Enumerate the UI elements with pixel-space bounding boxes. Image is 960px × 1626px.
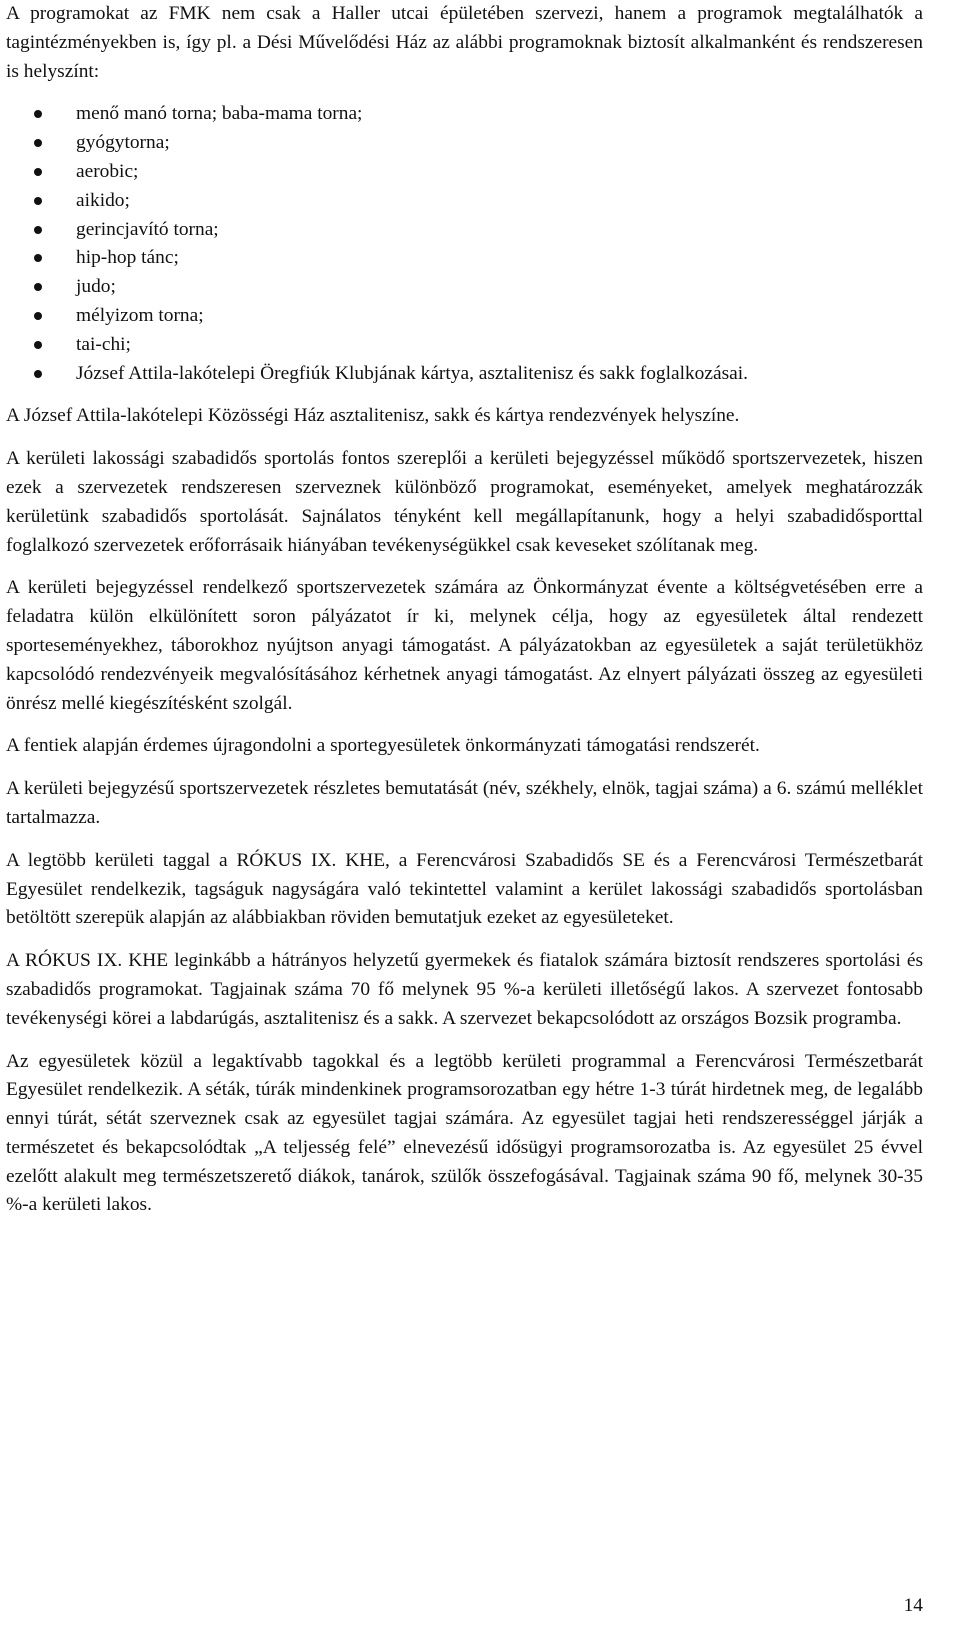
program-list-item-text: aikido;	[76, 189, 130, 211]
program-list	[6, 100, 923, 388]
document-page	[6, 0, 923, 1234]
bullet-dot-icon	[34, 370, 42, 378]
program-list-item	[6, 244, 923, 273]
program-list-item-text: József Attila-lakótelepi Öregfiúk Klubjának kártya, asztalitenisz és sakk foglalkozásai.	[76, 362, 748, 384]
body-paragraph: A kerületi bejegyzéssel rendelkező sportszervezetek számára az Önkormányzat évente a költségvetésében erre a feladatra külön elkülönített soron pályázatot ír ki, melynek célja, hogy az egyesületek által rendezett sporteseményekhez, táborokhoz nyújtson anyagi támogatást. A pályázatokban az egyesületek a saját területükhöz kapcsolódó rendezvényeik megvalósításához kérhetnek anyagi támogatást. Az elnyert pályázati összeg az egyesületi önrész mellé kiegészítésként szolgál.	[6, 577, 923, 714]
page-number: 14	[903, 1595, 923, 1616]
bullet-dot-icon	[34, 283, 42, 291]
bullet-dot-icon	[34, 168, 42, 176]
body-paragraph: Az egyesületek közül a legaktívabb tagokkal és a legtöbb kerületi programmal a Ferencvárosi Természetbarát Egyesület rendelkezik. A séták, túrák mindenkinek programsorozatban egy hétre 1-3 túrát hirdetnek meg, de legalább ennyi túrát, sétát szerveznek csak az egyesület tagjai számára. Az egyesület tagjai heti rendszerességgel járják a természetet és bekapcsolódtak „A teljesség felé” elnevezésű idősügyi programsorozatba is. Az egyesület 25 évvel ezelőtt alakult meg természetszerető diákok, tanárok, szülők összefogásával. Tagjainak száma 90 fő, melynek 30-35 %-a kerületi lakos.	[6, 1050, 923, 1216]
body-paragraph: A RÓKUS IX. KHE leginkább a hátrányos helyzetű gyermekek és fiatalok számára biztosít rendszeres sportolási és szabadidős programokat. Tagjainak száma 70 fő melynek 95 %-a kerületi illetőségű lakos. A szervezet fontosabb tevékenységi körei a labdarúgás, asztalitenisz és a sakk. A szervezet bekapcsolódott az országos Bozsik programba.	[6, 950, 923, 1029]
program-list-item-text: hip-hop tánc;	[76, 247, 179, 269]
program-list-item-text: gyógytorna;	[76, 132, 170, 154]
program-list-item	[6, 187, 923, 216]
intro-paragraph: A programokat az FMK nem csak a Haller utcai épületében szervezi, hanem a programok megtalálhatók a tagintézményekben is, így pl. a Dési Művelődési Ház az alábbi programoknak biztosít alkalmanként és rendszeresen is helyszínt:	[6, 3, 923, 82]
bullet-dot-icon	[34, 110, 42, 118]
body-paragraph: A kerületi lakossági szabadidős sportolás fontos szereplői a kerületi bejegyzéssel működő sportszervezetek, hiszen ezek a szervezetek rendszeresen szerveznek különböző programokat, eseményeket, amelyek meghatározzák kerületünk szabadidős sportolását. Sajnálatos tényként kell megállapítanunk, hogy a helyi szabadidősporttal foglalkozó szervezetek erőforrásaik hiányában tevékenységükkel csak keveseket szólítanak meg.	[6, 448, 923, 556]
bullet-dot-icon	[34, 312, 42, 320]
body-paragraph: A kerületi bejegyzésű sportszervezetek részletes bemutatását (név, székhely, elnök, tagjai száma) a 6. számú melléklet tartalmazza.	[6, 778, 923, 828]
bullet-dot-icon	[34, 197, 42, 205]
body-paragraph: A fentiek alapján érdemes újragondolni a sportegyesületek önkormányzati támogatási rendszerét.	[6, 735, 760, 757]
program-list-item	[6, 100, 923, 129]
body-paragraph: A legtöbb kerületi taggal a RÓKUS IX. KHE, a Ferencvárosi Szabadidős SE és a Ferencvárosi Természetbarát Egyesület rendelkezik, tagságuk nagyságára való tekintettel valamint a kerület lakossági szabadidős sportolásban betöltött szerepük alapján az alábbiakban röviden bemutatjuk ezeket az egyesületeket.	[6, 849, 923, 929]
program-list-item-text: aerobic;	[76, 160, 139, 182]
program-list-item-text: gerincjavító torna;	[76, 218, 219, 240]
program-list-item	[6, 302, 923, 331]
program-list-item	[6, 158, 923, 187]
body-paragraphs	[6, 402, 923, 1220]
program-list-item-text: tai-chi;	[76, 333, 131, 355]
program-list-item	[6, 273, 923, 302]
program-list-item	[6, 331, 923, 360]
program-list-item	[6, 129, 923, 158]
program-list-item	[6, 216, 923, 245]
bullet-dot-icon	[34, 341, 42, 349]
program-list-item-text: menő manó torna; baba-mama torna;	[76, 103, 363, 125]
program-list-item-text: mélyizom torna;	[76, 304, 204, 326]
bullet-dot-icon	[34, 254, 42, 262]
program-list-item-text: judo;	[76, 276, 116, 298]
body-paragraph: A József Attila-lakótelepi Közösségi Ház asztalitenisz, sakk és kártya rendezvények helyszíne.	[6, 405, 740, 427]
program-list-item	[6, 360, 923, 389]
bullet-dot-icon	[34, 139, 42, 147]
bullet-dot-icon	[34, 226, 42, 234]
